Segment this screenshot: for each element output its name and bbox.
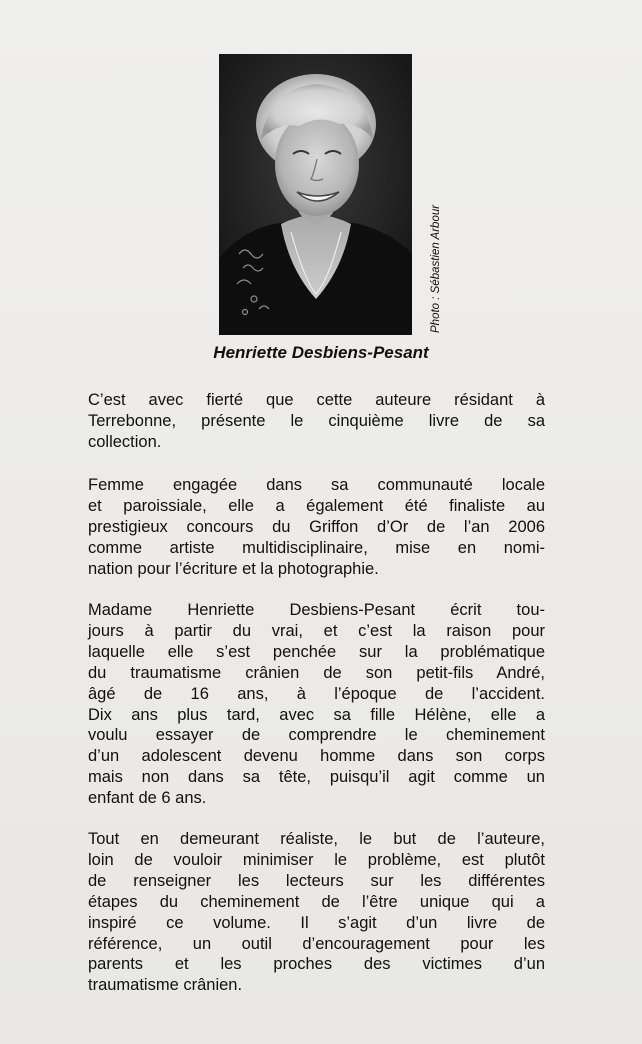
text-line: prestigieux concours du Griffon d’Or de l’an 2006 — [88, 517, 545, 536]
text-line: inspiré ce volume. Il s’agit d’un livre de — [88, 913, 545, 932]
text-line: mais non dans sa tête, puisqu’il agit comme un — [88, 768, 545, 787]
text-line: référence, un outil d’encouragement pour les — [88, 934, 545, 953]
text-line: étapes du cheminement de l’être unique qui a — [88, 892, 545, 911]
text-line: d’un adolescent devenu homme dans son corps — [88, 747, 545, 766]
text-line: enfant de 6 ans. — [88, 789, 207, 808]
text-line: de renseigner les lecteurs sur les différentes — [88, 871, 545, 890]
photo-credit: Photo : Sébastien Arbour — [430, 204, 442, 333]
text-line: collection. — [88, 432, 162, 451]
text-line: du traumatisme crânien de son petit-fils André, — [88, 663, 545, 682]
author-photo — [219, 54, 412, 335]
text-line: nation pour l’écriture et la photographie. — [88, 559, 379, 578]
text-line: voulu essayer de comprendre le cheminement — [88, 726, 545, 745]
paragraph-purpose — [88, 829, 545, 996]
text-line: comme artiste multidisciplinaire, mise en nomi- — [88, 538, 545, 557]
text-line: loin de vouloir minimiser le problème, est plutôt — [88, 850, 545, 869]
text-line: parents et les proches des victimes d’un — [88, 955, 545, 974]
text-line: Tout en demeurant réaliste, le but de l’auteure, — [88, 830, 545, 848]
author-name: Henriette Desbiens-Pesant — [213, 343, 429, 362]
text-line: Dix ans plus tard, avec sa fille Hélène, elle a — [88, 705, 545, 724]
text-line: âgé de 16 ans, à l’époque de l’accident. — [88, 684, 545, 703]
text-line: laquelle elle s’est penchée sur la problématique — [88, 642, 545, 661]
paragraph-engagement — [88, 475, 545, 580]
text-line: C’est avec fierté que cette auteure résidant à — [88, 391, 545, 409]
text-line: jours à partir du vrai, et c’est la raison pour — [88, 621, 545, 640]
text-line: traumatisme crânien. — [88, 976, 243, 995]
paragraph-story — [88, 600, 545, 809]
paragraph-intro — [88, 390, 545, 453]
portrait-image — [219, 54, 412, 335]
text-line: et paroissiale, elle a également été finaliste au — [88, 496, 545, 515]
text-line: Terrebonne, présente le cinquième livre de sa — [88, 411, 545, 430]
text-line: Femme engagée dans sa communauté locale — [88, 476, 545, 494]
text-line: Madame Henriette Desbiens-Pesant écrit tou- — [88, 601, 545, 619]
